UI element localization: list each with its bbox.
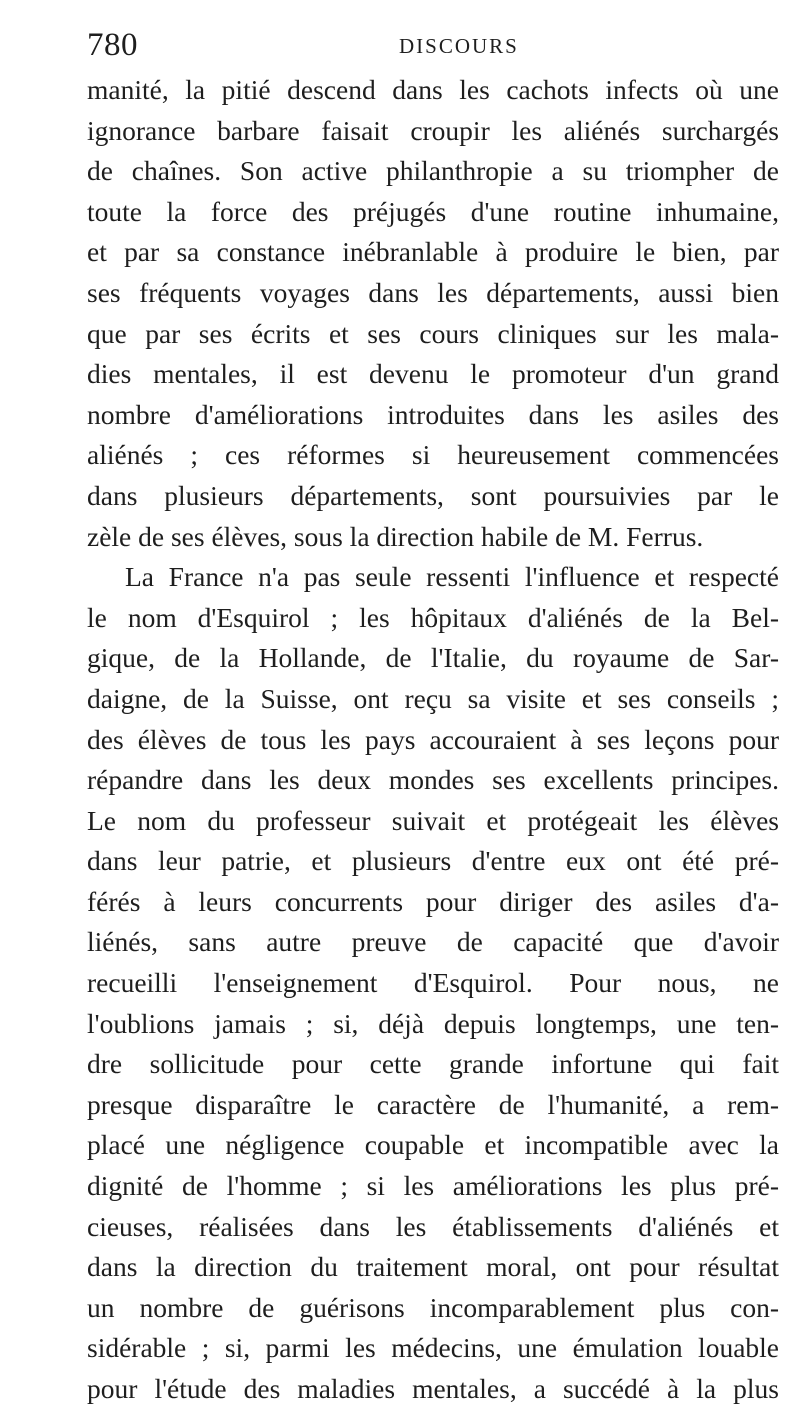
text-line: gique, de la Hollande, de l'Italie, du royaume de Sar- bbox=[87, 642, 779, 674]
body-text bbox=[87, 70, 779, 1410]
page-header bbox=[87, 24, 777, 66]
text-line: sidérable ; si, parmi les médecins, une émulation louable bbox=[87, 1332, 779, 1364]
text-line: recueilli l'enseignement d'Esquirol. Pour nous, ne bbox=[87, 967, 779, 999]
text-line: nombre d'améliorations introduites dans les asiles des bbox=[87, 398, 779, 430]
text-line: ignorance barbare faisait croupir les aliénés surchargés bbox=[87, 114, 779, 146]
running-head: DISCOURS bbox=[399, 34, 519, 58]
text-line: daigne, de la Suisse, ont reçu sa visite et ses conseils ; bbox=[87, 682, 779, 714]
text-line: dignité de l'homme ; si les améliorations les plus pré- bbox=[87, 1170, 779, 1202]
text-line: dans leur patrie, et plusieurs d'entre eux ont été pré- bbox=[87, 845, 779, 877]
text-line: toute la force des préjugés d'une routine inhumaine, bbox=[87, 195, 779, 227]
text-line: un nombre de guérisons incomparablement plus con- bbox=[87, 1291, 779, 1323]
text-line: manité, la pitié descend dans les cachots infects où une bbox=[87, 74, 779, 105]
text-line: des élèves de tous les pays accouraient à ses leçons pour bbox=[87, 723, 779, 755]
text-line: férés à leurs concurrents pour diriger des asiles d'a- bbox=[87, 885, 779, 917]
text-line: dans plusieurs départements, sont poursuivies par le bbox=[87, 479, 779, 511]
text-line: placé une négligence coupable et incompatible avec la bbox=[87, 1129, 779, 1161]
text-line: l'oublions jamais ; si, déjà depuis longtemps, une ten- bbox=[87, 1007, 779, 1039]
text-line: cieuses, réalisées dans les établissements d'aliénés et bbox=[87, 1210, 779, 1242]
text-line: et par sa constance inébranlable à produire le bien, par bbox=[87, 236, 779, 268]
text-line: dies mentales, il est devenu le promoteur d'un grand bbox=[87, 358, 779, 390]
text-line: aliénés ; ces réformes si heureusement commencées bbox=[87, 439, 779, 471]
text-line: de chaînes. Son active philanthropie a su triompher de bbox=[87, 155, 779, 187]
page-number: 780 bbox=[87, 27, 138, 63]
paragraph-first-line: La France n'a pas seule ressenti l'influence et respecté bbox=[125, 561, 779, 593]
text-line: zèle de ses élèves, sous la direction habile de M. Ferrus. bbox=[87, 520, 704, 552]
text-line: Le nom du professeur suivait et protégeait les élèves bbox=[87, 804, 779, 836]
text-line: liénés, sans autre preuve de capacité que d'avoir bbox=[87, 926, 779, 958]
text-line: pour l'étude des maladies mentales, a succédé à la plus bbox=[87, 1373, 779, 1404]
text-line: le nom d'Esquirol ; les hôpitaux d'aliénés de la Bel- bbox=[87, 601, 779, 633]
text-line: répandre dans les deux mondes ses excellents principes. bbox=[87, 764, 779, 796]
text-line: dre sollicitude pour cette grande infortune qui fait bbox=[87, 1048, 779, 1080]
text-line: dans la direction du traitement moral, ont pour résultat bbox=[87, 1251, 779, 1283]
text-line: presque disparaître le caractère de l'humanité, a rem- bbox=[87, 1088, 779, 1120]
text-line: ses fréquents voyages dans les départements, aussi bien bbox=[87, 276, 779, 308]
text-line: que par ses écrits et ses cours cliniques sur les mala- bbox=[87, 317, 779, 349]
